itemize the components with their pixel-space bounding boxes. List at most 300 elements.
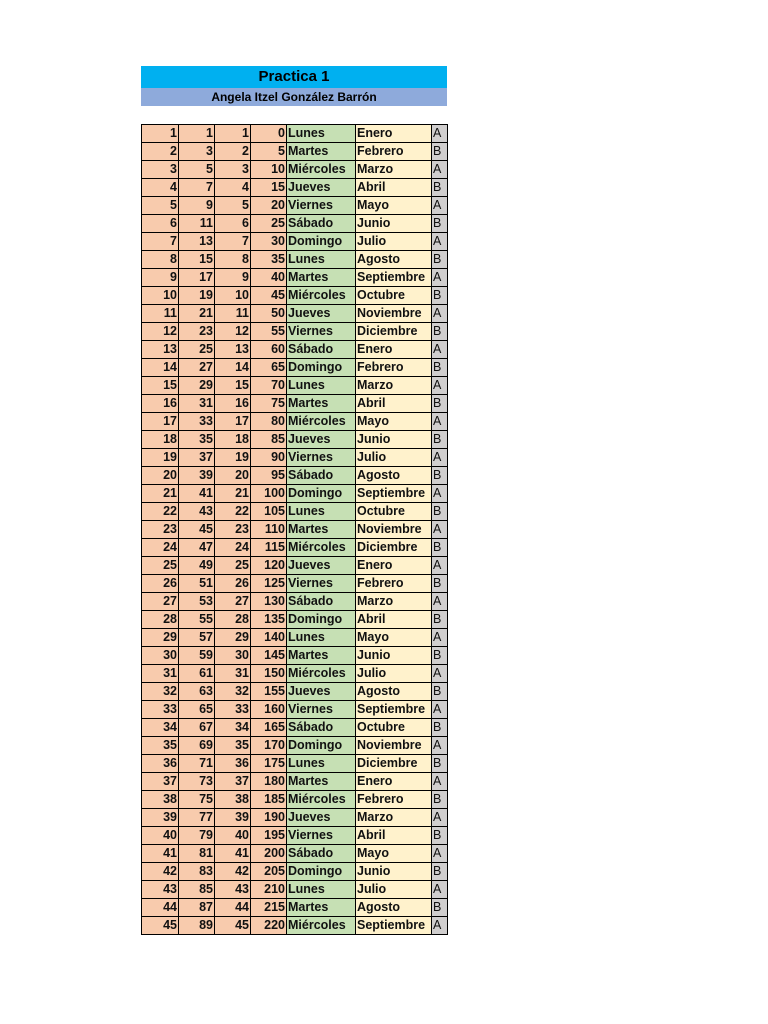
index-cell: 28 bbox=[142, 611, 179, 629]
odd-number-cell: 45 bbox=[179, 521, 215, 539]
multiple-five-cell: 50 bbox=[251, 305, 287, 323]
letter-cell: A bbox=[432, 413, 448, 431]
table-row bbox=[142, 647, 448, 665]
table-row bbox=[142, 323, 448, 341]
letter-cell: A bbox=[432, 845, 448, 863]
table-row bbox=[142, 377, 448, 395]
multiple-five-cell: 25 bbox=[251, 215, 287, 233]
month-cell: Marzo bbox=[356, 161, 432, 179]
counter-cell: 40 bbox=[215, 827, 251, 845]
month-cell: Junio bbox=[356, 431, 432, 449]
counter-cell: 45 bbox=[215, 917, 251, 935]
letter-cell: B bbox=[432, 431, 448, 449]
month-cell: Julio bbox=[356, 881, 432, 899]
table-row bbox=[142, 917, 448, 935]
weekday-cell: Lunes bbox=[287, 503, 356, 521]
odd-number-cell: 35 bbox=[179, 431, 215, 449]
multiple-five-cell: 125 bbox=[251, 575, 287, 593]
counter-cell: 13 bbox=[215, 341, 251, 359]
odd-number-cell: 71 bbox=[179, 755, 215, 773]
counter-cell: 23 bbox=[215, 521, 251, 539]
counter-cell: 5 bbox=[215, 197, 251, 215]
counter-cell: 30 bbox=[215, 647, 251, 665]
index-cell: 5 bbox=[142, 197, 179, 215]
letter-cell: B bbox=[432, 575, 448, 593]
month-cell: Noviembre bbox=[356, 521, 432, 539]
weekday-cell: Sábado bbox=[287, 215, 356, 233]
index-cell: 29 bbox=[142, 629, 179, 647]
index-cell: 43 bbox=[142, 881, 179, 899]
table-row bbox=[142, 593, 448, 611]
multiple-five-cell: 205 bbox=[251, 863, 287, 881]
table-row bbox=[142, 413, 448, 431]
weekday-cell: Sábado bbox=[287, 593, 356, 611]
month-cell: Abril bbox=[356, 611, 432, 629]
letter-cell: A bbox=[432, 557, 448, 575]
multiple-five-cell: 135 bbox=[251, 611, 287, 629]
letter-cell: A bbox=[432, 665, 448, 683]
letter-cell: B bbox=[432, 323, 448, 341]
table-row bbox=[142, 161, 448, 179]
counter-cell: 22 bbox=[215, 503, 251, 521]
index-cell: 2 bbox=[142, 143, 179, 161]
letter-cell: A bbox=[432, 521, 448, 539]
weekday-cell: Lunes bbox=[287, 629, 356, 647]
table-row bbox=[142, 557, 448, 575]
index-cell: 42 bbox=[142, 863, 179, 881]
multiple-five-cell: 60 bbox=[251, 341, 287, 359]
letter-cell: A bbox=[432, 773, 448, 791]
counter-cell: 18 bbox=[215, 431, 251, 449]
letter-cell: B bbox=[432, 683, 448, 701]
index-cell: 12 bbox=[142, 323, 179, 341]
counter-cell: 12 bbox=[215, 323, 251, 341]
weekday-cell: Viernes bbox=[287, 449, 356, 467]
index-cell: 20 bbox=[142, 467, 179, 485]
counter-cell: 1 bbox=[215, 125, 251, 143]
counter-cell: 35 bbox=[215, 737, 251, 755]
month-cell: Septiembre bbox=[356, 701, 432, 719]
odd-number-cell: 77 bbox=[179, 809, 215, 827]
index-cell: 10 bbox=[142, 287, 179, 305]
index-cell: 38 bbox=[142, 791, 179, 809]
letter-cell: B bbox=[432, 611, 448, 629]
table-row bbox=[142, 125, 448, 143]
odd-number-cell: 19 bbox=[179, 287, 215, 305]
odd-number-cell: 69 bbox=[179, 737, 215, 755]
counter-cell: 27 bbox=[215, 593, 251, 611]
table-row bbox=[142, 395, 448, 413]
table-row bbox=[142, 359, 448, 377]
counter-cell: 9 bbox=[215, 269, 251, 287]
odd-number-cell: 81 bbox=[179, 845, 215, 863]
weekday-cell: Jueves bbox=[287, 179, 356, 197]
odd-number-cell: 5 bbox=[179, 161, 215, 179]
counter-cell: 41 bbox=[215, 845, 251, 863]
multiple-five-cell: 110 bbox=[251, 521, 287, 539]
month-cell: Octubre bbox=[356, 287, 432, 305]
counter-cell: 24 bbox=[215, 539, 251, 557]
odd-number-cell: 63 bbox=[179, 683, 215, 701]
index-cell: 34 bbox=[142, 719, 179, 737]
multiple-five-cell: 120 bbox=[251, 557, 287, 575]
letter-cell: A bbox=[432, 233, 448, 251]
index-cell: 9 bbox=[142, 269, 179, 287]
multiple-five-cell: 95 bbox=[251, 467, 287, 485]
counter-cell: 8 bbox=[215, 251, 251, 269]
month-cell: Diciembre bbox=[356, 755, 432, 773]
multiple-five-cell: 90 bbox=[251, 449, 287, 467]
odd-number-cell: 55 bbox=[179, 611, 215, 629]
letter-cell: A bbox=[432, 161, 448, 179]
letter-cell: B bbox=[432, 215, 448, 233]
letter-cell: A bbox=[432, 737, 448, 755]
letter-cell: A bbox=[432, 449, 448, 467]
letter-cell: A bbox=[432, 593, 448, 611]
month-cell: Diciembre bbox=[356, 539, 432, 557]
odd-number-cell: 27 bbox=[179, 359, 215, 377]
weekday-cell: Miércoles bbox=[287, 917, 356, 935]
letter-cell: A bbox=[432, 809, 448, 827]
multiple-five-cell: 70 bbox=[251, 377, 287, 395]
letter-cell: A bbox=[432, 881, 448, 899]
month-cell: Abril bbox=[356, 179, 432, 197]
multiple-five-cell: 155 bbox=[251, 683, 287, 701]
odd-number-cell: 37 bbox=[179, 449, 215, 467]
multiple-five-cell: 115 bbox=[251, 539, 287, 557]
multiple-five-cell: 35 bbox=[251, 251, 287, 269]
weekday-cell: Jueves bbox=[287, 557, 356, 575]
weekday-cell: Lunes bbox=[287, 125, 356, 143]
odd-number-cell: 23 bbox=[179, 323, 215, 341]
multiple-five-cell: 185 bbox=[251, 791, 287, 809]
month-cell: Mayo bbox=[356, 845, 432, 863]
weekday-cell: Viernes bbox=[287, 575, 356, 593]
multiple-five-cell: 200 bbox=[251, 845, 287, 863]
letter-cell: B bbox=[432, 143, 448, 161]
month-cell: Febrero bbox=[356, 359, 432, 377]
letter-cell: B bbox=[432, 791, 448, 809]
multiple-five-cell: 65 bbox=[251, 359, 287, 377]
odd-number-cell: 73 bbox=[179, 773, 215, 791]
table-row bbox=[142, 287, 448, 305]
month-cell: Marzo bbox=[356, 809, 432, 827]
weekday-cell: Viernes bbox=[287, 701, 356, 719]
letter-cell: B bbox=[432, 827, 448, 845]
multiple-five-cell: 100 bbox=[251, 485, 287, 503]
letter-cell: B bbox=[432, 539, 448, 557]
index-cell: 33 bbox=[142, 701, 179, 719]
odd-number-cell: 67 bbox=[179, 719, 215, 737]
weekday-cell: Domingo bbox=[287, 863, 356, 881]
month-cell: Febrero bbox=[356, 575, 432, 593]
month-cell: Agosto bbox=[356, 899, 432, 917]
letter-cell: A bbox=[432, 917, 448, 935]
counter-cell: 39 bbox=[215, 809, 251, 827]
odd-number-cell: 17 bbox=[179, 269, 215, 287]
table-row bbox=[142, 773, 448, 791]
weekday-cell: Viernes bbox=[287, 197, 356, 215]
table-row bbox=[142, 665, 448, 683]
counter-cell: 16 bbox=[215, 395, 251, 413]
table-row bbox=[142, 521, 448, 539]
index-cell: 23 bbox=[142, 521, 179, 539]
table-row bbox=[142, 809, 448, 827]
letter-cell: B bbox=[432, 179, 448, 197]
month-cell: Agosto bbox=[356, 251, 432, 269]
month-cell: Julio bbox=[356, 665, 432, 683]
month-cell: Noviembre bbox=[356, 737, 432, 755]
month-cell: Abril bbox=[356, 827, 432, 845]
weekday-cell: Jueves bbox=[287, 809, 356, 827]
index-cell: 36 bbox=[142, 755, 179, 773]
counter-cell: 44 bbox=[215, 899, 251, 917]
index-cell: 7 bbox=[142, 233, 179, 251]
counter-cell: 31 bbox=[215, 665, 251, 683]
table-row bbox=[142, 701, 448, 719]
index-cell: 4 bbox=[142, 179, 179, 197]
counter-cell: 36 bbox=[215, 755, 251, 773]
multiple-five-cell: 140 bbox=[251, 629, 287, 647]
counter-cell: 3 bbox=[215, 161, 251, 179]
counter-cell: 42 bbox=[215, 863, 251, 881]
month-cell: Septiembre bbox=[356, 269, 432, 287]
sheet-header bbox=[141, 66, 447, 106]
odd-number-cell: 25 bbox=[179, 341, 215, 359]
multiple-five-cell: 80 bbox=[251, 413, 287, 431]
table-row bbox=[142, 485, 448, 503]
multiple-five-cell: 220 bbox=[251, 917, 287, 935]
odd-number-cell: 3 bbox=[179, 143, 215, 161]
table-row bbox=[142, 683, 448, 701]
letter-cell: B bbox=[432, 863, 448, 881]
weekday-cell: Domingo bbox=[287, 485, 356, 503]
index-cell: 17 bbox=[142, 413, 179, 431]
table-row bbox=[142, 233, 448, 251]
counter-cell: 25 bbox=[215, 557, 251, 575]
counter-cell: 7 bbox=[215, 233, 251, 251]
multiple-five-cell: 30 bbox=[251, 233, 287, 251]
month-cell: Junio bbox=[356, 647, 432, 665]
table-row bbox=[142, 467, 448, 485]
table-row bbox=[142, 449, 448, 467]
multiple-five-cell: 170 bbox=[251, 737, 287, 755]
letter-cell: A bbox=[432, 377, 448, 395]
index-cell: 44 bbox=[142, 899, 179, 917]
table-row bbox=[142, 143, 448, 161]
counter-cell: 21 bbox=[215, 485, 251, 503]
counter-cell: 28 bbox=[215, 611, 251, 629]
multiple-five-cell: 130 bbox=[251, 593, 287, 611]
letter-cell: B bbox=[432, 251, 448, 269]
weekday-cell: Miércoles bbox=[287, 161, 356, 179]
weekday-cell: Miércoles bbox=[287, 791, 356, 809]
weekday-cell: Miércoles bbox=[287, 665, 356, 683]
table-row bbox=[142, 431, 448, 449]
month-cell: Enero bbox=[356, 557, 432, 575]
index-cell: 27 bbox=[142, 593, 179, 611]
multiple-five-cell: 215 bbox=[251, 899, 287, 917]
counter-cell: 19 bbox=[215, 449, 251, 467]
weekday-cell: Lunes bbox=[287, 251, 356, 269]
table-row bbox=[142, 179, 448, 197]
odd-number-cell: 83 bbox=[179, 863, 215, 881]
weekday-cell: Domingo bbox=[287, 233, 356, 251]
index-cell: 18 bbox=[142, 431, 179, 449]
table-row bbox=[142, 269, 448, 287]
multiple-five-cell: 15 bbox=[251, 179, 287, 197]
multiple-five-cell: 10 bbox=[251, 161, 287, 179]
counter-cell: 2 bbox=[215, 143, 251, 161]
odd-number-cell: 47 bbox=[179, 539, 215, 557]
month-cell: Septiembre bbox=[356, 485, 432, 503]
weekday-cell: Martes bbox=[287, 143, 356, 161]
multiple-five-cell: 45 bbox=[251, 287, 287, 305]
index-cell: 35 bbox=[142, 737, 179, 755]
odd-number-cell: 9 bbox=[179, 197, 215, 215]
letter-cell: A bbox=[432, 125, 448, 143]
odd-number-cell: 29 bbox=[179, 377, 215, 395]
month-cell: Marzo bbox=[356, 593, 432, 611]
weekday-cell: Sábado bbox=[287, 467, 356, 485]
month-cell: Junio bbox=[356, 863, 432, 881]
weekday-cell: Lunes bbox=[287, 377, 356, 395]
index-cell: 37 bbox=[142, 773, 179, 791]
month-cell: Octubre bbox=[356, 719, 432, 737]
index-cell: 11 bbox=[142, 305, 179, 323]
index-cell: 21 bbox=[142, 485, 179, 503]
letter-cell: B bbox=[432, 287, 448, 305]
multiple-five-cell: 175 bbox=[251, 755, 287, 773]
weekday-cell: Miércoles bbox=[287, 539, 356, 557]
month-cell: Marzo bbox=[356, 377, 432, 395]
index-cell: 14 bbox=[142, 359, 179, 377]
month-cell: Abril bbox=[356, 395, 432, 413]
month-cell: Junio bbox=[356, 215, 432, 233]
counter-cell: 17 bbox=[215, 413, 251, 431]
letter-cell: B bbox=[432, 647, 448, 665]
odd-number-cell: 1 bbox=[179, 125, 215, 143]
index-cell: 26 bbox=[142, 575, 179, 593]
index-cell: 19 bbox=[142, 449, 179, 467]
table-row bbox=[142, 881, 448, 899]
page-title: Practica 1 bbox=[141, 66, 447, 88]
index-cell: 6 bbox=[142, 215, 179, 233]
multiple-five-cell: 20 bbox=[251, 197, 287, 215]
letter-cell: A bbox=[432, 701, 448, 719]
table-body bbox=[142, 125, 448, 935]
counter-cell: 32 bbox=[215, 683, 251, 701]
odd-number-cell: 11 bbox=[179, 215, 215, 233]
month-cell: Mayo bbox=[356, 197, 432, 215]
index-cell: 25 bbox=[142, 557, 179, 575]
month-cell: Enero bbox=[356, 341, 432, 359]
weekday-cell: Viernes bbox=[287, 323, 356, 341]
counter-cell: 14 bbox=[215, 359, 251, 377]
counter-cell: 29 bbox=[215, 629, 251, 647]
odd-number-cell: 15 bbox=[179, 251, 215, 269]
month-cell: Mayo bbox=[356, 413, 432, 431]
index-cell: 16 bbox=[142, 395, 179, 413]
table-row bbox=[142, 503, 448, 521]
table-row bbox=[142, 251, 448, 269]
letter-cell: A bbox=[432, 305, 448, 323]
month-cell: Septiembre bbox=[356, 917, 432, 935]
weekday-cell: Martes bbox=[287, 899, 356, 917]
table-row bbox=[142, 575, 448, 593]
counter-cell: 26 bbox=[215, 575, 251, 593]
index-cell: 45 bbox=[142, 917, 179, 935]
odd-number-cell: 31 bbox=[179, 395, 215, 413]
odd-number-cell: 61 bbox=[179, 665, 215, 683]
data-table bbox=[141, 124, 448, 935]
multiple-five-cell: 195 bbox=[251, 827, 287, 845]
odd-number-cell: 57 bbox=[179, 629, 215, 647]
table-row bbox=[142, 629, 448, 647]
letter-cell: B bbox=[432, 503, 448, 521]
odd-number-cell: 85 bbox=[179, 881, 215, 899]
odd-number-cell: 65 bbox=[179, 701, 215, 719]
odd-number-cell: 21 bbox=[179, 305, 215, 323]
odd-number-cell: 49 bbox=[179, 557, 215, 575]
multiple-five-cell: 165 bbox=[251, 719, 287, 737]
table-row bbox=[142, 755, 448, 773]
month-cell: Mayo bbox=[356, 629, 432, 647]
weekday-cell: Sábado bbox=[287, 719, 356, 737]
counter-cell: 6 bbox=[215, 215, 251, 233]
counter-cell: 43 bbox=[215, 881, 251, 899]
letter-cell: A bbox=[432, 269, 448, 287]
table-row bbox=[142, 341, 448, 359]
letter-cell: B bbox=[432, 899, 448, 917]
counter-cell: 38 bbox=[215, 791, 251, 809]
weekday-cell: Sábado bbox=[287, 341, 356, 359]
index-cell: 30 bbox=[142, 647, 179, 665]
counter-cell: 33 bbox=[215, 701, 251, 719]
weekday-cell: Lunes bbox=[287, 881, 356, 899]
multiple-five-cell: 160 bbox=[251, 701, 287, 719]
odd-number-cell: 33 bbox=[179, 413, 215, 431]
multiple-five-cell: 40 bbox=[251, 269, 287, 287]
odd-number-cell: 59 bbox=[179, 647, 215, 665]
index-cell: 24 bbox=[142, 539, 179, 557]
index-cell: 31 bbox=[142, 665, 179, 683]
table-row bbox=[142, 215, 448, 233]
table-row bbox=[142, 737, 448, 755]
letter-cell: A bbox=[432, 197, 448, 215]
index-cell: 1 bbox=[142, 125, 179, 143]
table-row bbox=[142, 719, 448, 737]
index-cell: 41 bbox=[142, 845, 179, 863]
index-cell: 22 bbox=[142, 503, 179, 521]
month-cell: Julio bbox=[356, 233, 432, 251]
index-cell: 15 bbox=[142, 377, 179, 395]
weekday-cell: Martes bbox=[287, 773, 356, 791]
weekday-cell: Viernes bbox=[287, 827, 356, 845]
month-cell: Julio bbox=[356, 449, 432, 467]
multiple-five-cell: 105 bbox=[251, 503, 287, 521]
month-cell: Enero bbox=[356, 125, 432, 143]
table-row bbox=[142, 305, 448, 323]
counter-cell: 11 bbox=[215, 305, 251, 323]
month-cell: Febrero bbox=[356, 791, 432, 809]
letter-cell: B bbox=[432, 755, 448, 773]
weekday-cell: Jueves bbox=[287, 431, 356, 449]
odd-number-cell: 79 bbox=[179, 827, 215, 845]
month-cell: Agosto bbox=[356, 683, 432, 701]
month-cell: Diciembre bbox=[356, 323, 432, 341]
weekday-cell: Martes bbox=[287, 269, 356, 287]
